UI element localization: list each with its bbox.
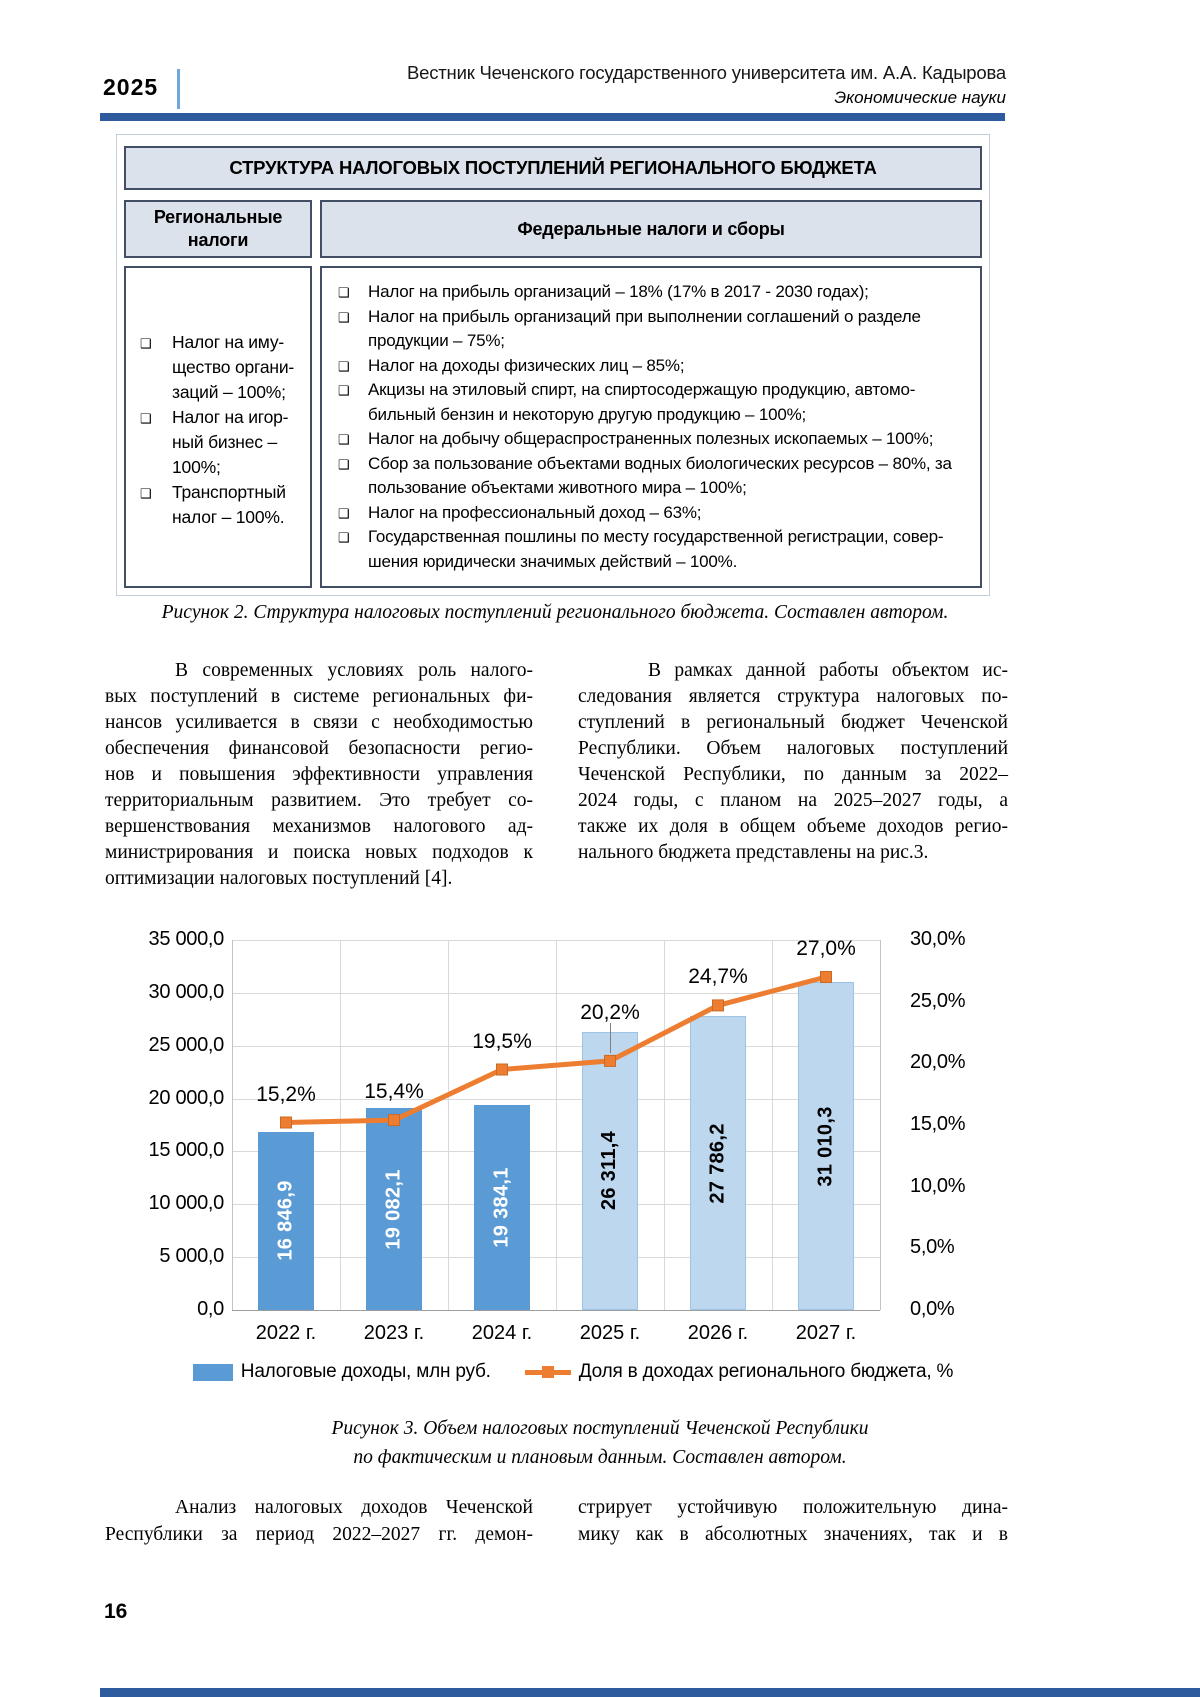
figure2-header-federal: Федеральные налоги и сборы bbox=[320, 200, 982, 258]
right-axis-tick: 25,0% bbox=[910, 989, 966, 1012]
line-point-label: 19,5% bbox=[472, 1029, 532, 1053]
line-point-label: 24,7% bbox=[688, 965, 748, 989]
paragraph-2 bbox=[578, 658, 1008, 866]
gridline-horizontal bbox=[232, 1310, 880, 1311]
header-divider bbox=[177, 69, 180, 109]
line-point-label: 15,4% bbox=[364, 1080, 424, 1104]
text-line: следования является структура налоговых по- bbox=[578, 686, 1008, 707]
line-marker-icon bbox=[281, 1117, 292, 1128]
line-point-label: 27,0% bbox=[796, 937, 856, 960]
list-item-text: Налог на добычу общераспространенных полезных ископаемых – 100%; bbox=[368, 429, 934, 448]
text-line: обеспечения финансовой безопасности регио- bbox=[105, 738, 533, 759]
text-line: территориальным развитием. Это требует со- bbox=[105, 790, 533, 811]
x-axis-label: 2023 г. bbox=[363, 1322, 425, 1344]
list-item bbox=[126, 330, 310, 405]
text-line: нансов усиливается в связи с необходимостью bbox=[105, 712, 533, 733]
text-line: министрирования и поиска новых подходов к bbox=[105, 842, 533, 863]
bar-value-label: 31 010,3 bbox=[814, 1105, 837, 1187]
ballot-box-icon: ❑ bbox=[338, 432, 350, 447]
legend-item-line bbox=[525, 1361, 953, 1383]
list-item-text: Налог на иму- щество органи- заций – 100%; bbox=[172, 332, 295, 402]
text-line: ступлений в региональный бюджет Чеченской bbox=[578, 712, 1008, 733]
figure2-regional-list bbox=[124, 266, 312, 588]
page-number: 16 bbox=[104, 1600, 128, 1623]
text-line: мику как в абсолютных значениях, так и в bbox=[578, 1524, 1008, 1545]
bottom-rule bbox=[100, 1688, 1200, 1697]
left-axis-tick: 0,0 bbox=[197, 1298, 224, 1320]
list-item bbox=[322, 280, 980, 305]
legend-line-label: Доля в доходах регионального бюджета, % bbox=[578, 1361, 954, 1382]
figure2-title: СТРУКТУРА НАЛОГОВЫХ ПОСТУПЛЕНИЙ РЕГИОНАЛЬНОГО БЮДЖЕТА bbox=[124, 146, 982, 190]
line-point-label: 20,2% bbox=[580, 1000, 640, 1024]
figure3-caption-line1: Рисунок 3. Объем налоговых поступлений Чеченской Республики bbox=[331, 1418, 869, 1439]
list-item bbox=[322, 525, 980, 574]
legend-item-bars bbox=[193, 1361, 491, 1383]
legend-bar-label: Налоговые доходы, млн руб. bbox=[240, 1361, 491, 1382]
bar-value-label: 19 384,1 bbox=[490, 1167, 513, 1248]
bar-value-label: 27 786,2 bbox=[706, 1123, 729, 1204]
list-item-text: Государственная пошлины по месту государственной регистрации, совер- шения юридически значимых действий – 100%. bbox=[368, 527, 944, 571]
gridline-vertical bbox=[880, 940, 881, 1310]
figure2-header-regional: Региональные налоги bbox=[124, 200, 312, 258]
text-line: Республики за период 2022–2027 гг. демон- bbox=[105, 1524, 533, 1545]
ballot-box-icon: ❑ bbox=[338, 309, 350, 325]
ballot-box-icon: ❑ bbox=[338, 505, 350, 521]
list-item-text: Акцизы на этиловый спирт, на спиртосодержащую продукцию, автомо- бильный бензин и некоторую другую продукцию – 100%; bbox=[368, 380, 916, 424]
list-item bbox=[126, 405, 310, 480]
line-marker-icon bbox=[389, 1115, 400, 1126]
bar-value-label: 19 082,1 bbox=[382, 1169, 405, 1250]
figure2-federal-list bbox=[320, 266, 982, 588]
journal-title-block bbox=[300, 62, 1006, 109]
journal-title: Вестник Чеченского государственного университета им. А.А. Кадырова bbox=[407, 62, 1006, 83]
x-axis-label: 2022 г. bbox=[255, 1322, 317, 1344]
list-item bbox=[322, 305, 980, 354]
list-item bbox=[322, 378, 980, 427]
text-line: стрирует устойчивую положительную дина- bbox=[578, 1497, 1008, 1518]
line-marker-icon bbox=[821, 972, 832, 983]
bar-value-label: 16 846,9 bbox=[274, 1180, 297, 1262]
paragraph-1 bbox=[105, 658, 533, 892]
ballot-box-icon: ❑ bbox=[140, 411, 152, 426]
right-axis-tick: 20,0% bbox=[910, 1051, 966, 1074]
list-item bbox=[126, 480, 310, 530]
list-item bbox=[322, 452, 980, 501]
list-item bbox=[322, 501, 980, 526]
journal-section: Экономические науки bbox=[834, 88, 1006, 107]
figure3-caption-line2: по фактическим и плановым данным. Составлен автором. bbox=[353, 1447, 847, 1468]
text-line: нального бюджета представлены на рис.3. bbox=[578, 842, 929, 863]
label-leader-line bbox=[610, 1023, 611, 1053]
figure3-caption bbox=[150, 1414, 1050, 1472]
top-rule bbox=[100, 113, 1005, 121]
x-axis-label: 2027 г. bbox=[795, 1322, 857, 1344]
list-item-text: Налог на профессиональный доход – 63%; bbox=[368, 502, 702, 522]
line-marker-icon bbox=[497, 1064, 508, 1075]
text-line: также их доля в общем объеме доходов регио- bbox=[578, 816, 1008, 837]
text-line: 2024 годы, с планом на 2025–2027 годы, а bbox=[578, 790, 1008, 811]
right-axis-tick: 15,0% bbox=[910, 1113, 966, 1135]
text-line: В современных условиях роль налого- bbox=[175, 660, 533, 681]
text-line: Анализ налоговых доходов Чеченской bbox=[175, 1497, 533, 1518]
text-line: нов и повышения эффективности управления bbox=[105, 764, 533, 785]
x-axis-label: 2024 г. bbox=[471, 1322, 533, 1344]
right-axis-tick: 5,0% bbox=[910, 1236, 955, 1259]
x-axis-label: 2026 г. bbox=[687, 1322, 749, 1344]
list-item-text: Налог на доходы физических лиц – 85%; bbox=[368, 355, 685, 375]
left-axis-tick: 5 000,0 bbox=[159, 1245, 224, 1268]
list-item bbox=[322, 427, 980, 452]
text-line: вых поступлений в системе региональных фи- bbox=[105, 686, 533, 707]
x-axis-label: 2025 г. bbox=[579, 1322, 641, 1344]
left-axis-tick: 10 000,0 bbox=[148, 1192, 224, 1215]
text-line: Чеченской Республики, по данным за 2022– bbox=[578, 764, 1008, 785]
paragraph-3 bbox=[105, 1494, 533, 1548]
left-axis-tick: 20 000,0 bbox=[148, 1086, 224, 1109]
ballot-box-icon: ❑ bbox=[140, 486, 152, 501]
right-axis-tick: 0,0% bbox=[910, 1298, 955, 1320]
line-marker-icon bbox=[605, 1055, 616, 1066]
left-axis-tick: 35 000,0 bbox=[148, 928, 224, 950]
ballot-box-icon: ❑ bbox=[338, 530, 350, 545]
left-axis-tick: 25 000,0 bbox=[148, 1033, 224, 1056]
legend-line-swatch-icon bbox=[525, 1370, 571, 1375]
text-line: вершенствования механизмов налогового ад- bbox=[105, 816, 533, 837]
ballot-box-icon: ❑ bbox=[338, 358, 350, 374]
paragraph-4 bbox=[578, 1494, 1008, 1548]
list-item-text: Налог на прибыль организаций при выполнении соглашений о разделе продукции – 75%; bbox=[368, 306, 921, 350]
text-line: оптимизации налоговых поступлений [4]. bbox=[105, 868, 453, 889]
text-line: Республики. Объем налоговых поступлений bbox=[578, 738, 1008, 759]
legend-bar-swatch-icon bbox=[193, 1364, 233, 1381]
left-axis-tick: 15 000,0 bbox=[148, 1139, 224, 1162]
figure3-chart bbox=[140, 928, 1010, 1405]
list-item bbox=[322, 354, 980, 379]
ballot-box-icon: ❑ bbox=[140, 336, 152, 351]
list-item-text: Налог на игор- ный бизнес – 100%; bbox=[172, 407, 289, 477]
right-axis-tick: 30,0% bbox=[910, 928, 966, 950]
line-marker-icon bbox=[713, 1000, 724, 1011]
line-point-label: 15,2% bbox=[256, 1082, 316, 1106]
ballot-box-icon: ❑ bbox=[338, 285, 350, 300]
figure2-caption: Рисунок 2. Структура налоговых поступлений регионального бюджета. Составлен автором. bbox=[161, 602, 949, 623]
ballot-box-icon: ❑ bbox=[338, 456, 350, 472]
chart-legend bbox=[140, 1361, 1006, 1383]
list-item-text: Сбор за пользование объектами водных биологических ресурсов – 80%, за пользование объектами животного мира – 100%; bbox=[368, 453, 952, 497]
ballot-box-icon: ❑ bbox=[338, 383, 350, 398]
text-line: В рамках данной работы объектом ис- bbox=[648, 660, 1008, 681]
left-axis-tick: 30 000,0 bbox=[148, 980, 224, 1003]
bar-value-label: 26 311,4 bbox=[598, 1131, 621, 1211]
right-axis-tick: 10,0% bbox=[910, 1174, 966, 1197]
header-year: 2025 bbox=[103, 74, 159, 100]
list-item-text: Транспортный налог – 100%. bbox=[172, 482, 286, 527]
share-line-series bbox=[232, 940, 880, 1310]
list-item-text: Налог на прибыль организаций – 18% (17% в 2017 - 2030 годах); bbox=[368, 282, 869, 301]
legend-line-marker-icon bbox=[542, 1366, 554, 1378]
